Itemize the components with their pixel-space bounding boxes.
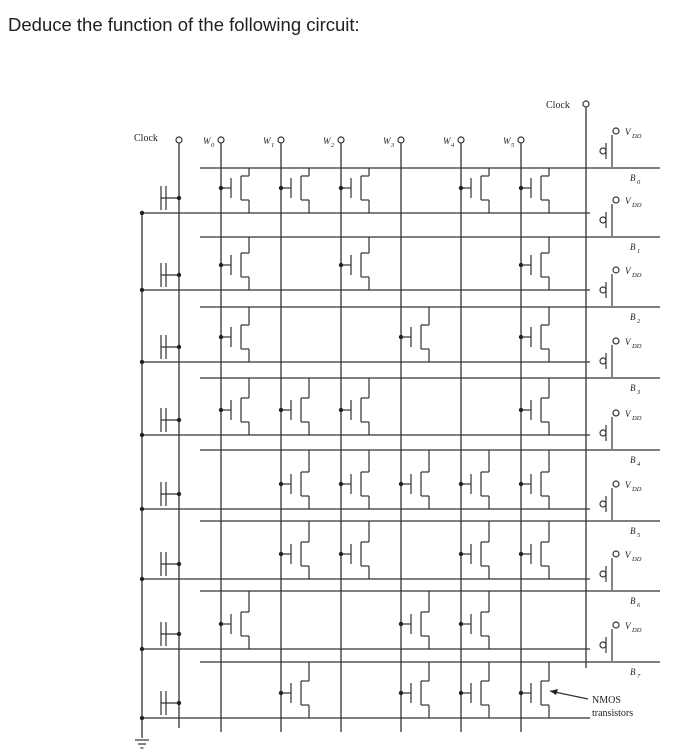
vdd-label-6: DD bbox=[632, 556, 642, 563]
word-line-2-label: W bbox=[323, 136, 331, 146]
gate-junction-dot bbox=[279, 186, 283, 190]
clock-junction-dot bbox=[177, 418, 181, 422]
word-line-0-label: 0 bbox=[211, 142, 215, 149]
gate-junction-dot bbox=[519, 335, 523, 339]
bit-line-3-label: 3 bbox=[637, 389, 641, 396]
gate-junction-dot bbox=[459, 186, 463, 190]
word-line-1-label: 1 bbox=[271, 142, 275, 149]
gate-junction-dot bbox=[339, 408, 343, 412]
word-line-2-label: 2 bbox=[331, 142, 335, 149]
ground-junction-dot bbox=[140, 288, 144, 292]
precharge-pmos-transistor bbox=[600, 217, 606, 223]
vdd-terminal-4 bbox=[613, 410, 619, 416]
clock-junction-dot bbox=[177, 273, 181, 277]
gate-junction-dot bbox=[279, 552, 283, 556]
clock-junction-dot bbox=[177, 492, 181, 496]
ground-junction-dot bbox=[140, 211, 144, 215]
vdd-terminal-3 bbox=[613, 338, 619, 344]
ground-junction-dot bbox=[140, 577, 144, 581]
ground-junction-dot bbox=[140, 647, 144, 651]
gate-junction-dot bbox=[219, 408, 223, 412]
clock-junction-dot bbox=[177, 562, 181, 566]
clock-left-label: Clock bbox=[134, 133, 158, 144]
gate-junction-dot bbox=[459, 482, 463, 486]
gate-junction-dot bbox=[399, 691, 403, 695]
bit-line-3-label: B bbox=[630, 383, 636, 393]
clock-left-terminal bbox=[176, 137, 182, 143]
gate-junction-dot bbox=[399, 622, 403, 626]
ground-junction-dot bbox=[140, 433, 144, 437]
precharge-pmos-transistor bbox=[600, 287, 606, 293]
precharge-pmos-transistor bbox=[600, 358, 606, 364]
word-line-3-terminal bbox=[398, 137, 404, 143]
gate-junction-dot bbox=[219, 622, 223, 626]
word-line-3-label: W bbox=[383, 136, 391, 146]
word-line-1-label: W bbox=[263, 136, 271, 146]
ground-junction-dot bbox=[140, 507, 144, 511]
vdd-label-6: V bbox=[625, 550, 631, 560]
gate-junction-dot bbox=[339, 552, 343, 556]
vdd-label-5: V bbox=[625, 480, 631, 490]
gate-junction-dot bbox=[339, 482, 343, 486]
bit-line-6-label: B bbox=[630, 596, 636, 606]
precharge-pmos-transistor bbox=[600, 430, 606, 436]
gate-junction-dot bbox=[519, 408, 523, 412]
word-line-0-terminal bbox=[218, 137, 224, 143]
ground-junction-dot bbox=[140, 360, 144, 364]
bit-line-0-label: B bbox=[630, 173, 636, 183]
word-line-5-label: W bbox=[503, 136, 511, 146]
bit-line-4-label: 4 bbox=[637, 461, 641, 468]
vdd-terminal-7 bbox=[613, 622, 619, 628]
vdd-label-1: DD bbox=[632, 202, 642, 209]
clock-top-terminal bbox=[583, 101, 589, 107]
gate-junction-dot bbox=[519, 691, 523, 695]
gate-junction-dot bbox=[519, 263, 523, 267]
question-text: Deduce the function of the following circuit: bbox=[8, 14, 360, 35]
word-line-4-terminal bbox=[458, 137, 464, 143]
precharge-pmos-transistor bbox=[600, 501, 606, 507]
word-line-5-label: 5 bbox=[511, 142, 515, 149]
bit-line-4-label: B bbox=[630, 455, 636, 465]
bit-line-7-label: 7 bbox=[637, 673, 641, 680]
gate-junction-dot bbox=[219, 335, 223, 339]
gate-junction-dot bbox=[279, 691, 283, 695]
nmos-label-line2: transistors bbox=[592, 708, 634, 719]
nmos-pointer-arrowhead bbox=[550, 689, 558, 695]
vdd-terminal-5 bbox=[613, 481, 619, 487]
bit-line-2-label: 2 bbox=[637, 318, 641, 325]
gate-junction-dot bbox=[339, 263, 343, 267]
word-line-5-terminal bbox=[518, 137, 524, 143]
bit-line-1-label: B bbox=[630, 242, 636, 252]
gate-junction-dot bbox=[459, 622, 463, 626]
vdd-terminal-6 bbox=[613, 551, 619, 557]
vdd-label-7: V bbox=[625, 621, 631, 631]
bit-line-7-label: B bbox=[630, 667, 636, 677]
vdd-terminal-0 bbox=[613, 128, 619, 134]
vdd-label-5: DD bbox=[632, 486, 642, 493]
bit-line-2-label: B bbox=[630, 312, 636, 322]
word-line-3-label: 3 bbox=[391, 142, 395, 149]
precharge-pmos-transistor bbox=[600, 571, 606, 577]
word-line-1-terminal bbox=[278, 137, 284, 143]
clock-junction-dot bbox=[177, 345, 181, 349]
bit-line-1-label: 1 bbox=[637, 248, 641, 255]
bit-line-0-label: 0 bbox=[637, 179, 641, 186]
clock-junction-dot bbox=[177, 196, 181, 200]
precharge-pmos-transistor bbox=[600, 642, 606, 648]
gate-junction-dot bbox=[519, 186, 523, 190]
vdd-label-0: DD bbox=[632, 133, 642, 140]
vdd-label-3: V bbox=[625, 337, 631, 347]
nmos-label: NMOS bbox=[592, 695, 621, 706]
vdd-label-4: V bbox=[625, 409, 631, 419]
vdd-label-2: DD bbox=[632, 272, 642, 279]
bit-line-5-label: 5 bbox=[637, 532, 641, 539]
word-line-0-label: W bbox=[203, 136, 211, 146]
clock-top-label: Clock bbox=[546, 100, 570, 111]
clock-junction-dot bbox=[177, 701, 181, 705]
gate-junction-dot bbox=[519, 482, 523, 486]
vdd-label-1: V bbox=[625, 196, 631, 206]
gate-junction-dot bbox=[279, 408, 283, 412]
vdd-terminal-2 bbox=[613, 267, 619, 273]
ground-junction-dot bbox=[140, 716, 144, 720]
vdd-label-0: V bbox=[625, 127, 631, 137]
gate-junction-dot bbox=[399, 482, 403, 486]
word-line-2-terminal bbox=[338, 137, 344, 143]
gate-junction-dot bbox=[459, 552, 463, 556]
gate-junction-dot bbox=[219, 263, 223, 267]
precharge-pmos-transistor bbox=[600, 148, 606, 154]
vdd-label-3: DD bbox=[632, 343, 642, 350]
gate-junction-dot bbox=[219, 186, 223, 190]
gate-junction-dot bbox=[279, 482, 283, 486]
gate-junction-dot bbox=[339, 186, 343, 190]
bit-line-6-label: 6 bbox=[637, 602, 641, 609]
gate-junction-dot bbox=[399, 335, 403, 339]
vdd-label-4: DD bbox=[632, 415, 642, 422]
vdd-label-7: DD bbox=[632, 627, 642, 634]
gate-junction-dot bbox=[459, 691, 463, 695]
bit-line-5-label: B bbox=[630, 526, 636, 536]
gate-junction-dot bbox=[519, 552, 523, 556]
vdd-label-2: V bbox=[625, 266, 631, 276]
word-line-4-label: 4 bbox=[451, 142, 455, 149]
vdd-terminal-1 bbox=[613, 197, 619, 203]
word-line-4-label: W bbox=[443, 136, 451, 146]
clock-junction-dot bbox=[177, 632, 181, 636]
